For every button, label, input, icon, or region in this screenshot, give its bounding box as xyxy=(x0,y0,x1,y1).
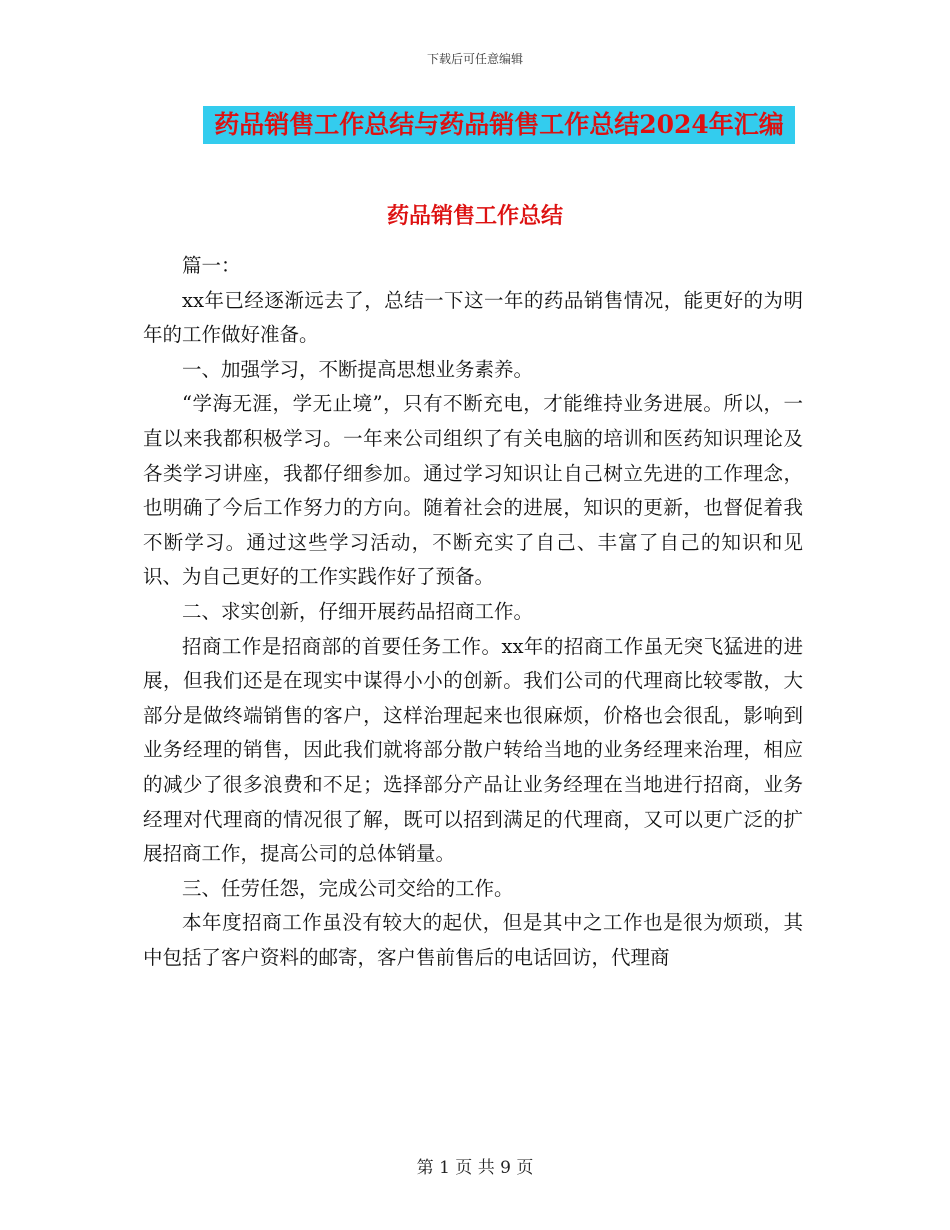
paragraph: 招商工作是招商部的首要任务工作。xx年的招商工作虽无突飞猛进的进展，但我们还是在现实中谋得小小的创新。我们公司的代理商比较零散，大部分是做终端销售的客户，这样治理起来也很麻烦，价格也会很乱，影响到业务经理的销售，因此我们就将部分散户转给当地的业务经理来治理，相应的减少了很多浪费和不足；选择部分产品让业务经理在当地进行招商，业务经理对代理商的情况很了解，既可以招到满足的代理商，又可以更广泛的扩展招商工作，提高公司的总体销量。 xyxy=(143,634,803,866)
paragraph: 一、加强学习，不断提高思想业务素养。 xyxy=(182,357,534,381)
section-title: 药品销售工作总结 xyxy=(386,203,563,229)
paragraph: 本年度招商工作虽没有较大的起伏，但是其中之工作也是很为烦琐，其中包括了客户资料的邮寄，客户售前售后的电话回访，代理商 xyxy=(143,911,803,969)
paragraph: “学海无涯，学无止境”，只有不断充电，才能维持业务进展。所以，一直以来我都积极学习。一年来公司组织了有关电脑的培训和医药知识理论及各类学习讲座，我都仔细参加。通过学习知识让自己树立先进的工作理念，也明确了今后工作努力的方向。随着社会的进展，知识的更新，也督促着我不断学习。通过这些学习活动，不断充实了自己、丰富了自己的知识和见识、为自己更好的工作实践作好了预备。 xyxy=(143,392,803,589)
paragraph: 二、求实创新，仔细开展药品招商工作。 xyxy=(182,599,534,623)
page-header-note: 下载后可任意编辑 xyxy=(426,52,523,66)
document-main-title: 药品销售工作总结与药品销售工作总结2024年汇编 xyxy=(203,106,795,144)
paragraph: 篇一： xyxy=(182,254,241,277)
document-body xyxy=(143,249,803,975)
paragraph: 三、任劳任怨，完成公司交给的工作。 xyxy=(182,876,514,900)
paragraph: xx年已经逐渐远去了，总结一下这一年的药品销售情况，能更好的为明年的工作做好准备。 xyxy=(143,288,803,347)
page-number-footer: 第 1 页 共 9 页 xyxy=(416,1158,534,1178)
